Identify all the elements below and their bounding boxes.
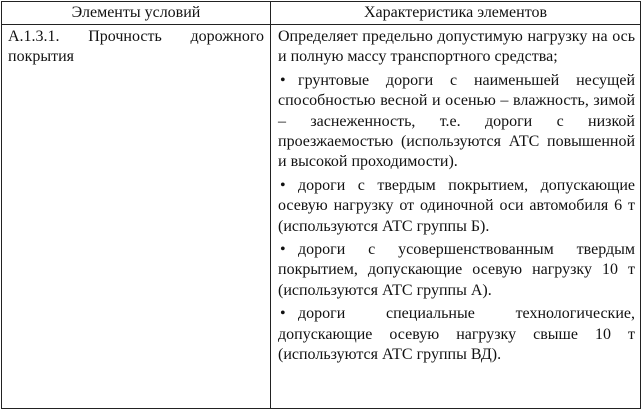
list-item-text: грунтовые дороги с наименьшей несущей способностью весной и осенью – влажность, зимой – заснеженность, т.е. дороги с низкой проезжаемостью (используются АТС повышенной и высокой проходимости).	[278, 71, 635, 171]
column-divider	[270, 2, 271, 408]
list-item	[278, 176, 635, 237]
header-characteristics: Характеристика элементов	[363, 4, 548, 21]
element-cell: А.1.3.1. Прочность дорожного покрытия	[8, 28, 264, 65]
list-item-text: дороги с усовершенствованным твердым покрытием, допускающие осевую нагрузку 10 т (используются АТС группы А).	[278, 241, 635, 299]
list-item	[278, 304, 635, 365]
description-intro: Определяет предельно допустимую нагрузку на ось и полную массу транспортного средства;	[278, 28, 635, 66]
header-elements: Элементы условий	[71, 4, 201, 21]
conditions-table	[1, 1, 641, 409]
table-header-row	[2, 2, 640, 25]
list-item	[278, 71, 635, 173]
bullet-icon: •	[280, 305, 286, 323]
description-cell	[278, 27, 635, 369]
list-item-text: дороги специальные технологические, допускающие осевую нагрузку свыше 10 т (используются АТС группы ВД).	[278, 305, 635, 364]
bullet-icon: •	[280, 241, 286, 259]
list-item	[278, 240, 635, 301]
bullet-icon: •	[280, 176, 286, 194]
list-item-text: дороги с твердым покрытием, допускающие осевую нагрузку от одиночной оси автомобиля 6 т (используются АТС группы Б).	[278, 176, 635, 235]
bullet-icon: •	[280, 71, 286, 89]
